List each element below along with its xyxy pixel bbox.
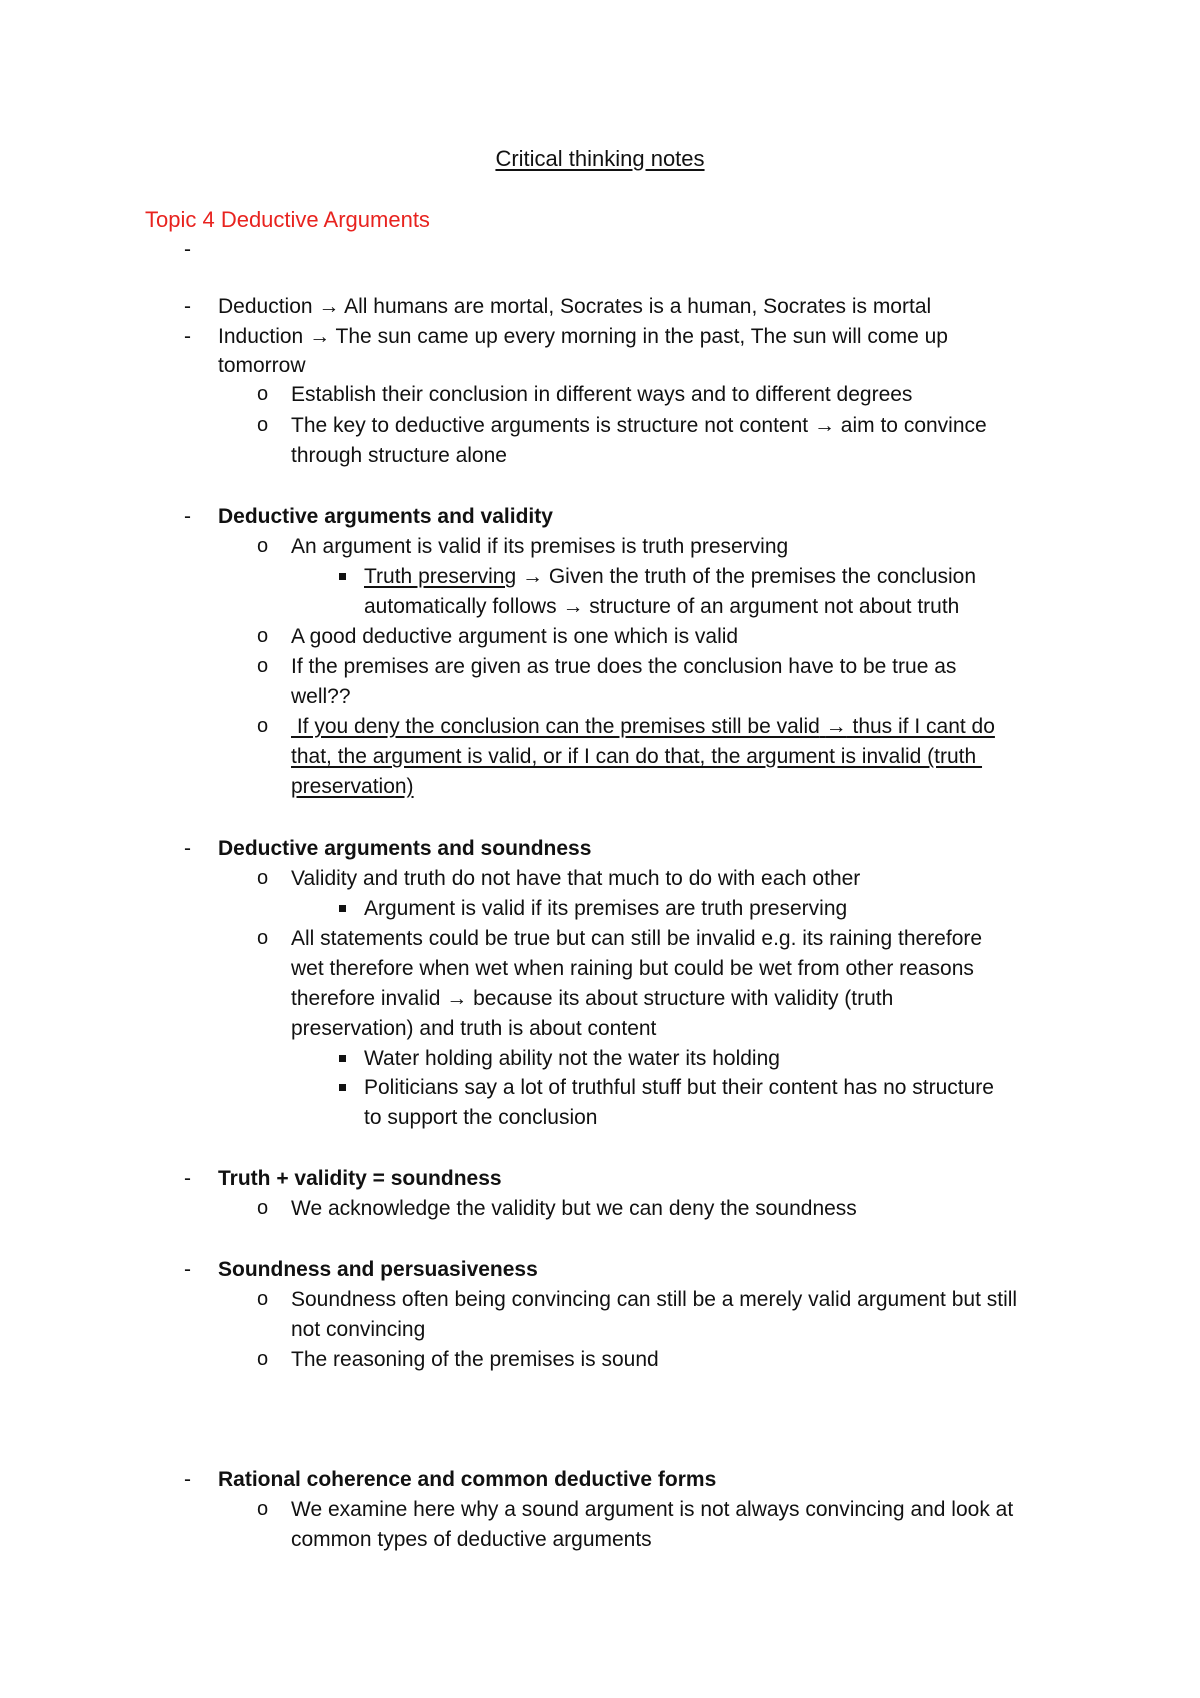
list-item: If you deny the conclusion can the premises still be valid → thus if I cant do — [291, 715, 995, 738]
dash-bullet: - — [184, 238, 191, 261]
arrow-icon: → — [521, 565, 543, 588]
arrow-icon: → — [813, 414, 835, 437]
list-item: An argument is valid if its premises is truth preserving — [291, 535, 789, 558]
circle-bullet-icon: o — [257, 867, 269, 889]
list-item: All statements could be true but can still be invalid e.g. its raining therefore — [291, 927, 983, 950]
list-item: Argument is valid if its premises are truth preserving — [364, 897, 848, 920]
dash-bullet: - — [184, 295, 191, 318]
circle-bullet-icon: o — [257, 1498, 269, 1520]
section-heading: Truth + validity = soundness — [218, 1167, 502, 1190]
square-bullet-icon — [339, 905, 346, 912]
dash-bullet: - — [184, 1258, 191, 1281]
section-heading: Soundness and persuasiveness — [218, 1258, 538, 1281]
list-item-continued: that, the argument is valid, or if I can do that, the argument is invalid (truth — [291, 745, 983, 768]
circle-bullet-icon: o — [257, 1288, 269, 1310]
list-item: We acknowledge the validity but we can deny the soundness — [291, 1197, 857, 1220]
list-item-continued: common types of deductive arguments — [291, 1528, 652, 1551]
page-title: Critical thinking notes — [495, 146, 705, 171]
list-item-continued: not convincing — [291, 1318, 426, 1341]
list-item: Soundness often being convincing can still be a merely valid argument but still — [291, 1288, 1018, 1311]
list-item: Water holding ability not the water its holding — [364, 1047, 780, 1070]
square-bullet-icon — [339, 573, 346, 580]
list-item: The reasoning of the premises is sound — [291, 1348, 659, 1371]
list-item: We examine here why a sound argument is not always convincing and look at — [291, 1498, 1014, 1521]
circle-bullet-icon: o — [257, 625, 269, 647]
list-item: Politicians say a lot of truthful stuff but their content has no structure — [364, 1076, 994, 1099]
circle-bullet-icon: o — [257, 414, 269, 436]
list-item-continued: wet therefore when wet when raining but could be wet from other reasons — [291, 957, 974, 980]
list-item: Truth preserving → Given the truth of the premises the conclusion — [364, 565, 977, 588]
list-item: A good deductive argument is one which is valid — [291, 625, 739, 648]
list-item-continued: preservation) — [291, 775, 414, 798]
circle-bullet-icon: o — [257, 1348, 269, 1370]
dash-bullet: - — [184, 837, 191, 860]
dash-bullet: - — [184, 1167, 191, 1190]
arrow-icon: → — [446, 987, 468, 1010]
circle-bullet-icon: o — [257, 927, 269, 949]
list-item: Validity and truth do not have that much to do with each other — [291, 867, 861, 890]
square-bullet-icon — [339, 1055, 346, 1062]
circle-bullet-icon: o — [257, 655, 269, 677]
section-heading: Deductive arguments and validity — [218, 505, 553, 528]
topic-heading: Topic 4 Deductive Arguments — [145, 207, 430, 232]
dash-bullet: - — [184, 1468, 191, 1491]
list-item-continued: to support the conclusion — [364, 1106, 598, 1129]
list-item-continued: through structure alone — [291, 444, 507, 467]
arrow-icon: → — [562, 595, 584, 618]
list-item-continued: automatically follows → structure of an argument not about truth — [364, 595, 960, 618]
dash-bullet: - — [184, 325, 191, 348]
list-item-continued: tomorrow — [218, 354, 306, 377]
section-heading: Deductive arguments and soundness — [218, 837, 592, 860]
circle-bullet-icon: o — [257, 1197, 269, 1219]
arrow-icon: → — [318, 295, 340, 318]
list-item-continued: well?? — [291, 685, 351, 708]
circle-bullet-icon: o — [257, 715, 269, 737]
arrow-icon: → — [309, 325, 331, 348]
circle-bullet-icon: o — [257, 383, 269, 405]
list-item: Establish their conclusion in different ways and to different degrees — [291, 383, 913, 406]
section-heading: Rational coherence and common deductive forms — [218, 1468, 717, 1491]
dash-bullet: - — [184, 505, 191, 528]
circle-bullet-icon: o — [257, 535, 269, 557]
arrow-icon: → — [825, 715, 847, 738]
square-bullet-icon — [339, 1084, 346, 1091]
list-item: If the premises are given as true does the conclusion have to be true as — [291, 655, 957, 678]
list-item: Induction → The sun came up every morning in the past, The sun will come up — [218, 325, 948, 348]
list-item: Deduction → All humans are mortal, Socrates is a human, Socrates is mortal — [218, 295, 932, 318]
list-item-continued: preservation) and truth is about content — [291, 1017, 657, 1040]
list-item: The key to deductive arguments is structure not content → aim to convince — [291, 414, 987, 437]
list-item-continued: therefore invalid → because its about structure with validity (truth — [291, 987, 894, 1010]
